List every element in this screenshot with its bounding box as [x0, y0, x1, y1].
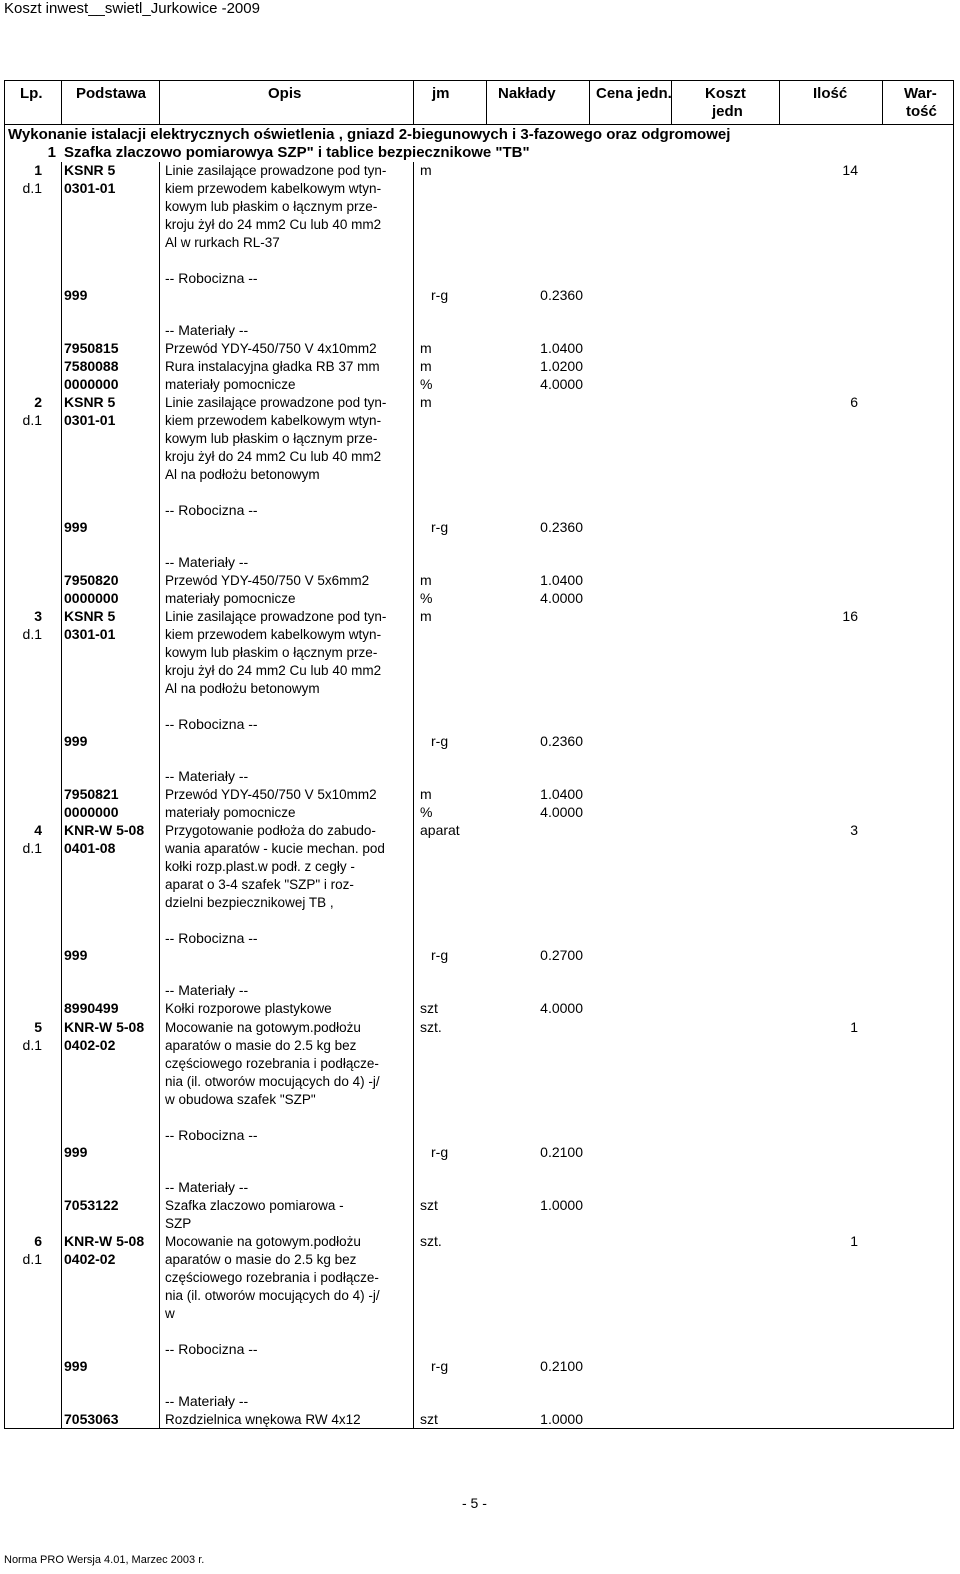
labor-heading: -- Robocizna -- — [165, 929, 258, 946]
header-bottom-border — [4, 124, 954, 125]
position-unit: szt. — [420, 1019, 442, 1035]
position-base-catalog: KNR-W 5-08 — [64, 822, 145, 838]
position-description-line: częściowego rozebrania i podłącze- — [165, 1055, 379, 1071]
material-code: 0000000 — [64, 376, 119, 392]
position-description-line: Al w rurkach RL-37 — [165, 234, 280, 250]
material-unit: m — [420, 786, 432, 803]
material-norm: 1.0400 — [540, 572, 583, 589]
position-unit: m — [420, 608, 432, 624]
header-opis: Opis — [268, 85, 302, 102]
labor-code: 999 — [64, 733, 88, 750]
position-base-table: 0402-02 — [64, 1250, 116, 1267]
header-cena: Cena jedn. — [596, 85, 672, 102]
position-base-catalog: KSNR 5 — [64, 608, 116, 624]
position-description-line: Al na podłożu betonowym — [165, 466, 320, 482]
header-divider-4 — [486, 80, 487, 125]
position-number: 5 — [34, 1019, 42, 1035]
section-title: Wykonanie istalacji elektrycznych oświetlenia , gniazd 2-biegunowych i 3-fazowego oraz odgromowej — [8, 126, 731, 143]
position-description-line: Linie zasilające prowadzone pod tyn- — [165, 163, 387, 178]
material-unit: m — [420, 340, 432, 357]
position-description-line: w obudowa szafek "SZP" — [165, 1091, 316, 1107]
materials-heading: -- Materiały -- — [165, 554, 249, 571]
position-description-line: dzielni bezpiecznikowej TB , — [165, 894, 334, 910]
position-base-catalog: KSNR 5 — [64, 162, 116, 178]
material-code: 7950815 — [64, 340, 119, 357]
position-quantity: 16 — [842, 608, 858, 624]
material-unit: szt — [420, 1197, 438, 1214]
labor-unit: r-g — [431, 519, 449, 536]
materials-heading: -- Materiały -- — [165, 982, 249, 999]
position-description-line: kowym lub płaskim o łącznym prze- — [165, 198, 378, 214]
position-description-line: Mocowanie na gotowym.podłożu — [165, 1234, 361, 1249]
material-norm: 1.0200 — [540, 358, 583, 375]
material-code: 7950820 — [64, 572, 119, 589]
position-description-line: Linie zasilające prowadzone pod tyn- — [165, 395, 387, 410]
labor-code: 999 — [64, 947, 88, 964]
position-description-line: kowym lub płaskim o łącznym prze- — [165, 430, 378, 446]
position-description-line: aparatów o masie do 2.5 kg bez — [165, 1037, 357, 1053]
labor-code: 999 — [64, 287, 88, 304]
header-lp: Lp. — [20, 85, 43, 102]
position-unit: aparat — [420, 822, 460, 838]
position-description-line: w — [165, 1305, 175, 1321]
position-description-line: nia (il. otworów mocujących do 4) -j/ — [165, 1073, 380, 1089]
labor-heading: -- Robocizna -- — [165, 1340, 258, 1357]
material-code: 7053122 — [64, 1197, 119, 1214]
material-norm: 1.0000 — [540, 1411, 583, 1428]
labor-heading: -- Robocizna -- — [165, 501, 258, 518]
position-number: 4 — [34, 822, 42, 838]
header-koszt-line1: Koszt — [705, 85, 746, 102]
material-norm: 1.0400 — [540, 786, 583, 803]
header-podstawa: Podstawa — [76, 85, 147, 102]
material-name: materiały pomocnicze — [165, 377, 296, 392]
subsection-title: Szafka zlaczowo pomiarowya SZP" i tablice bezpiecznikowe "TB" — [64, 144, 530, 161]
position-unit: szt. — [420, 1233, 442, 1249]
document-title: Koszt inwest__swietl_Jurkowice -2009 — [4, 0, 260, 17]
labor-unit: r-g — [431, 947, 449, 964]
position-base-catalog: KNR-W 5-08 — [64, 1019, 145, 1035]
position-description-line: częściowego rozebrania i podłącze- — [165, 1269, 379, 1285]
position-base-table: 0401-08 — [64, 839, 116, 856]
position-base-table: 0402-02 — [64, 1036, 116, 1053]
material-name: Szafka zlaczowo pomiarowa - — [165, 1198, 344, 1214]
position-description-line: kiem przewodem kabelkowym wtyn- — [165, 180, 382, 196]
header-wartosc-line2: tość — [906, 103, 937, 120]
labor-unit: r-g — [431, 287, 449, 304]
table-bottom-border — [4, 1428, 954, 1429]
col-divider-opis — [413, 162, 414, 1429]
position-variant: d.1 — [22, 411, 42, 428]
labor-heading: -- Robocizna -- — [165, 1126, 258, 1143]
table-left-border — [4, 80, 5, 1429]
position-base-catalog: KNR-W 5-08 — [64, 1233, 145, 1249]
position-variant: d.1 — [22, 1036, 42, 1053]
position-description-line: aparat o 3-4 szafek "SZP" i roz- — [165, 876, 354, 892]
position-description-line: nia (il. otworów mocujących do 4) -j/ — [165, 1287, 380, 1303]
footer-note: Norma PRO Wersja 4.01, Marzec 2003 r. — [4, 1554, 205, 1566]
position-number: 6 — [34, 1233, 42, 1249]
position-variant: d.1 — [22, 1250, 42, 1267]
position-description-line: kroju żył do 24 mm2 Cu lub 40 mm2 — [165, 662, 382, 678]
position-base-table: 0301-01 — [64, 625, 116, 642]
position-variant: d.1 — [22, 839, 42, 856]
header-divider-3 — [413, 80, 414, 125]
labor-norm: 0.2360 — [540, 287, 583, 304]
material-code: 7950821 — [64, 786, 119, 803]
header-divider-2 — [159, 80, 160, 125]
position-variant: d.1 — [22, 625, 42, 642]
material-code: 8990499 — [64, 1000, 119, 1017]
header-divider-7 — [779, 80, 780, 125]
materials-heading: -- Materiały -- — [165, 768, 249, 785]
material-norm: 4.0000 — [540, 376, 583, 392]
page-number: - 5 - — [462, 1495, 487, 1511]
header-divider-8 — [882, 80, 883, 125]
materials-heading: -- Materiały -- — [165, 1393, 249, 1410]
position-description-line: Al na podłożu betonowym — [165, 680, 320, 696]
material-unit: szt — [420, 1000, 438, 1017]
material-name: Przewód YDY-450/750 V 5x10mm2 — [165, 787, 377, 803]
position-quantity: 3 — [850, 822, 858, 838]
material-unit: % — [420, 590, 433, 607]
position-description-line: kroju żył do 24 mm2 Cu lub 40 mm2 — [165, 216, 382, 232]
position-unit: m — [420, 162, 432, 178]
position-base-catalog: KSNR 5 — [64, 394, 116, 410]
position-unit: m — [420, 394, 432, 410]
header-ilosc: Ilość — [813, 85, 848, 102]
material-unit: % — [420, 804, 433, 821]
material-name: Rozdzielnica wnękowa RW 4x12 — [165, 1412, 361, 1428]
materials-heading: -- Materiały -- — [165, 322, 249, 339]
material-unit: % — [420, 376, 433, 392]
material-unit: m — [420, 572, 432, 589]
labor-norm: 0.2100 — [540, 1358, 583, 1375]
material-code: 0000000 — [64, 590, 119, 607]
material-name: Rura instalacyjna gładka RB 37 mm — [165, 359, 380, 375]
col-divider-lp — [61, 162, 62, 1429]
header-naklady: Nakłady — [498, 85, 556, 102]
position-number: 1 — [34, 162, 42, 178]
material-name-continued: SZP — [165, 1216, 192, 1232]
header-jm: jm — [432, 85, 450, 102]
labor-heading: -- Robocizna -- — [165, 715, 258, 732]
material-name: materiały pomocnicze — [165, 591, 296, 607]
material-norm: 1.0400 — [540, 340, 583, 357]
material-unit: szt — [420, 1411, 438, 1428]
position-description-line: wania aparatów - kucie mechan. pod — [165, 840, 385, 856]
subsection-number: 1 — [47, 144, 56, 161]
material-norm: 4.0000 — [540, 804, 583, 821]
labor-norm: 0.2700 — [540, 947, 583, 964]
material-code: 7053063 — [64, 1411, 119, 1428]
position-description-line: Przygotowanie podłoża do zabudo- — [165, 823, 376, 838]
labor-code: 999 — [64, 519, 88, 536]
labor-unit: r-g — [431, 1358, 449, 1375]
position-description-line: kowym lub płaskim o łącznym prze- — [165, 644, 378, 660]
labor-unit: r-g — [431, 1144, 449, 1161]
material-norm: 1.0000 — [540, 1197, 583, 1214]
header-divider-5 — [589, 80, 590, 125]
position-description-line: kiem przewodem kabelkowym wtyn- — [165, 412, 382, 428]
materials-heading: -- Materiały -- — [165, 1179, 249, 1196]
labor-code: 999 — [64, 1144, 88, 1161]
material-code: 0000000 — [64, 804, 119, 821]
material-name: Przewód YDY-450/750 V 4x10mm2 — [165, 341, 377, 357]
labor-norm: 0.2360 — [540, 519, 583, 536]
table-top-border — [4, 80, 954, 81]
table-right-border — [953, 80, 954, 1429]
position-description-line: aparatów o masie do 2.5 kg bez — [165, 1251, 357, 1267]
col-divider-podstawa — [159, 162, 160, 1429]
labor-unit: r-g — [431, 733, 449, 750]
position-number: 2 — [34, 394, 42, 410]
position-base-table: 0301-01 — [64, 179, 116, 196]
material-name: Kołki rozporowe plastykowe — [165, 1001, 332, 1017]
labor-code: 999 — [64, 1358, 88, 1375]
position-base-table: 0301-01 — [64, 411, 116, 428]
position-description-line: kołki rozp.plast.w podł. z cegły - — [165, 858, 355, 874]
material-norm: 4.0000 — [540, 590, 583, 607]
material-name: materiały pomocnicze — [165, 805, 296, 821]
material-norm: 4.0000 — [540, 1000, 583, 1017]
material-code: 7580088 — [64, 358, 119, 375]
position-description-line: kiem przewodem kabelkowym wtyn- — [165, 626, 382, 642]
labor-norm: 0.2100 — [540, 1144, 583, 1161]
material-name: Przewód YDY-450/750 V 5x6mm2 — [165, 573, 370, 589]
position-quantity: 6 — [850, 394, 858, 410]
header-divider-1 — [61, 80, 62, 125]
position-quantity: 14 — [842, 162, 858, 178]
labor-heading: -- Robocizna -- — [165, 269, 258, 286]
material-unit: m — [420, 358, 432, 375]
position-description-line: Mocowanie na gotowym.podłożu — [165, 1020, 361, 1035]
position-variant: d.1 — [22, 179, 42, 196]
labor-norm: 0.2360 — [540, 733, 583, 750]
position-description-line: Linie zasilające prowadzone pod tyn- — [165, 609, 387, 624]
header-wartosc-line1: War- — [904, 85, 937, 102]
position-quantity: 1 — [850, 1019, 858, 1035]
header-koszt-line2: jedn — [712, 103, 743, 120]
position-description-line: kroju żył do 24 mm2 Cu lub 40 mm2 — [165, 448, 382, 464]
position-number: 3 — [34, 608, 42, 624]
position-quantity: 1 — [850, 1233, 858, 1249]
